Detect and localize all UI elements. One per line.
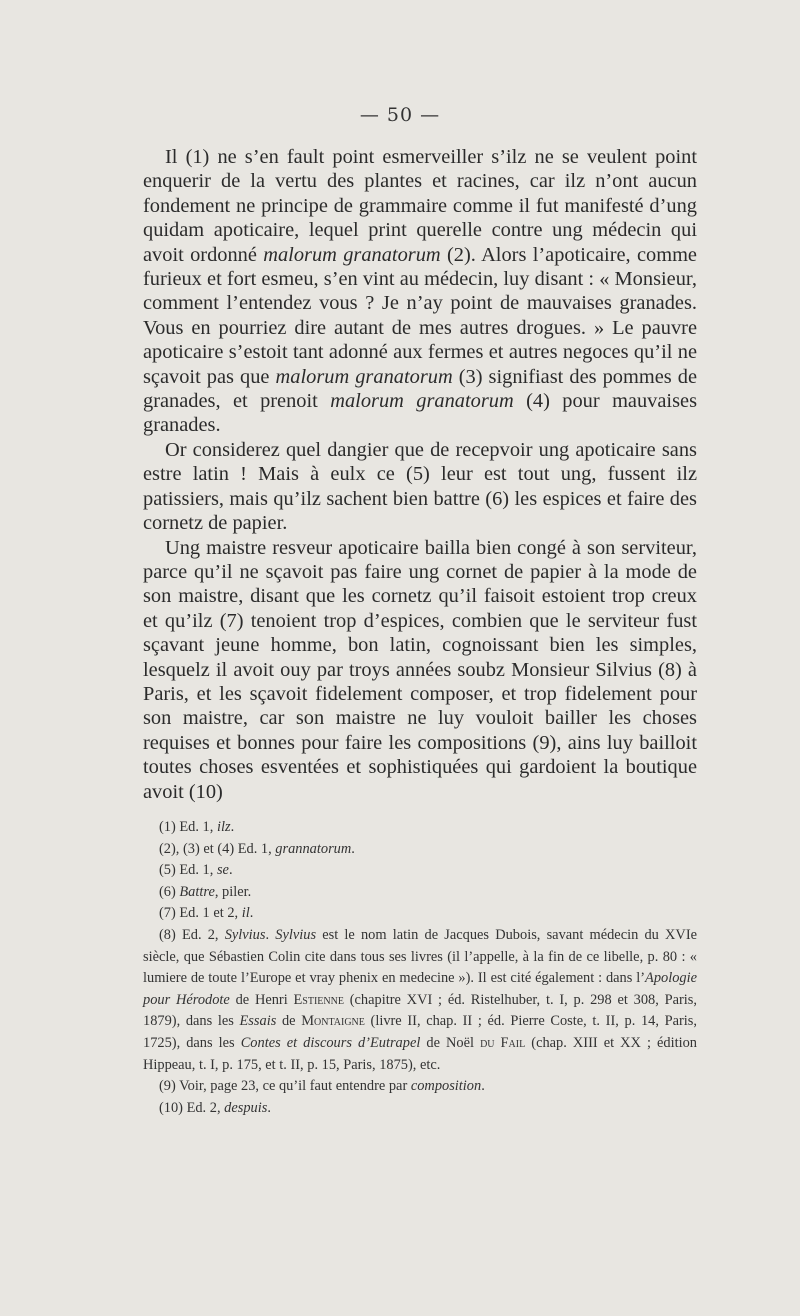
text-run: Or considerez quel dangier que de recepvoir ung apoticaire sans estre latin ! Mais à eulx ce (5) leur est tout ung, fussent ilz patissiers, mais qu’ilz sachent bien battre (6) les espices et faire des cornetz de papier. [143, 438, 697, 535]
footnote [143, 817, 697, 839]
text-run: . [351, 840, 355, 857]
italic-run: Contes et discours d’Eutrapel [240, 1034, 421, 1051]
italic-run: despuis [224, 1099, 268, 1116]
text-run: Il (1) ne s’en fault point esmerveiller s’ilz ne se veulent point enquerir de la vertu des plantes et racines, car ilz n’ont aucun fondement ne principe de grammaire comme il fut manifesté d’ung quidam apoticaire, lequel print querelle contre ung médecin qui avoit ordonné [143, 146, 697, 266]
text-run: (4) pour mauvaises granades. [143, 390, 698, 437]
italic-run: Battre [179, 883, 215, 900]
footnote [143, 1076, 697, 1098]
text-run: . [265, 926, 276, 943]
text-run: (8) Ed. 2, [159, 926, 225, 943]
text-run: (7) Ed. 1 et 2, [159, 905, 242, 922]
text-run: de [276, 1013, 302, 1030]
italic-run: composition [410, 1078, 482, 1095]
italic-run: il [241, 905, 250, 922]
footnotes [143, 817, 697, 1119]
text-run: de Noël [420, 1034, 481, 1051]
footnote [143, 1098, 697, 1120]
text-run: (5) Ed. 1, [159, 862, 217, 879]
latin-term: malorum granatorum [275, 365, 453, 388]
text-run: (3) signifiast des pommes de granades, et prenoit [143, 365, 697, 413]
text-run: (2). Alors l’apoticaire, comme furieux et fort esmeu, s’en vint au médecin, luy disant : « Monsieur, comment l’entendez vous ? Je n’ay point de mauvaises granades. Vous en pourriez dire autant de mes autres drogues. » Le pauvre apoticaire s’estoit tant adonné aux fermes et autres negoces qu’il ne sçavoit pas que [143, 243, 697, 388]
text-run: . [249, 905, 254, 922]
italic-run: Sylvius [275, 926, 317, 943]
footnote [143, 839, 697, 861]
paragraph [143, 145, 697, 438]
footnote [143, 925, 697, 1076]
footnote [143, 903, 697, 925]
main-text [143, 145, 697, 804]
text-run: . [267, 1099, 271, 1116]
text-run: . [230, 819, 235, 835]
text-run: , piler. [214, 883, 252, 900]
text-run: est le nom latin de Jacques Dubois, savant médecin du XVIe siècle, que Sébastien Colin cite dans tous ses livres (il l’appelle, à la fin de ce libelle, p. 80 : « lumiere de toute l’Europe et vray phenix en medecine »). Il est cité également : dans l’ [143, 926, 698, 987]
italic-run: Sylvius [224, 926, 266, 943]
text-run: . [228, 862, 233, 879]
text-run: (livre II, chap. II ; éd. Pierre Coste, t. II, p. 14, Paris, 1725), dans les [143, 1013, 697, 1051]
paragraph [143, 438, 697, 536]
text-run: Ung maistre resveur apoticaire bailla bien congé à son serviteur, parce qu’il ne sçavoit pas faire ung cornet de papier à la mode de son maistre, disant que les cornetz qu’il faisoit estoient trop creux et qu’ilz (7) tenoient trop d’espices, combien que le serviteur fust sçavant jeune homme, bon latin, cognoissant bien les simples, lesquelz il avoit ouy par troys années soubz Monsieur Silvius (8) à Paris, et les sçavoit fidelement composer, et trop fidelement pour son maistre, car son maistre ne luy vouloit bailler les choses requises et bonnes pour faire les compositions (9), ains luy bailloit toutes choses esventées et sophistiquées qui gardoient la boutique avoit (10) [143, 536, 697, 803]
text-run: (6) [159, 883, 180, 900]
italic-run: ilz [216, 819, 231, 835]
italic-run: Essais [239, 1013, 277, 1030]
page-number: — 50 — [359, 104, 441, 126]
text-run: (chapitre XVI ; éd. Ristelhuber, t. I, p. 298 et 308, Paris, 1879), dans les [143, 991, 697, 1030]
text-run: (2), (3) et (4) Ed. 1, [159, 840, 276, 857]
footnote [143, 882, 697, 904]
italic-run: Apologie pour Hérodote [143, 970, 697, 1008]
author-name: Montaigne [301, 1013, 365, 1030]
text-run: de Henri [229, 991, 294, 1008]
italic-run: se [216, 862, 229, 879]
latin-term: malorum granatorum [263, 243, 441, 266]
author-name: Estienne [293, 991, 344, 1008]
paragraph [143, 536, 697, 804]
text-run: . [481, 1078, 485, 1095]
latin-term: malorum granatorum [330, 390, 514, 413]
text-run: (1) Ed. 1, [159, 819, 217, 835]
author-name: du Fail [480, 1034, 526, 1051]
text-run: (9) Voir, page 23, ce qu’il faut entendre par [159, 1078, 411, 1095]
footnote [143, 860, 697, 882]
italic-run: grannatorum [275, 840, 352, 857]
text-run: (chap. XIII et XX ; édition Hippeau, t. I, p. 175, et t. II, p. 15, Paris, 1875), etc. [143, 1034, 698, 1073]
text-run: (10) Ed. 2, [159, 1099, 225, 1116]
